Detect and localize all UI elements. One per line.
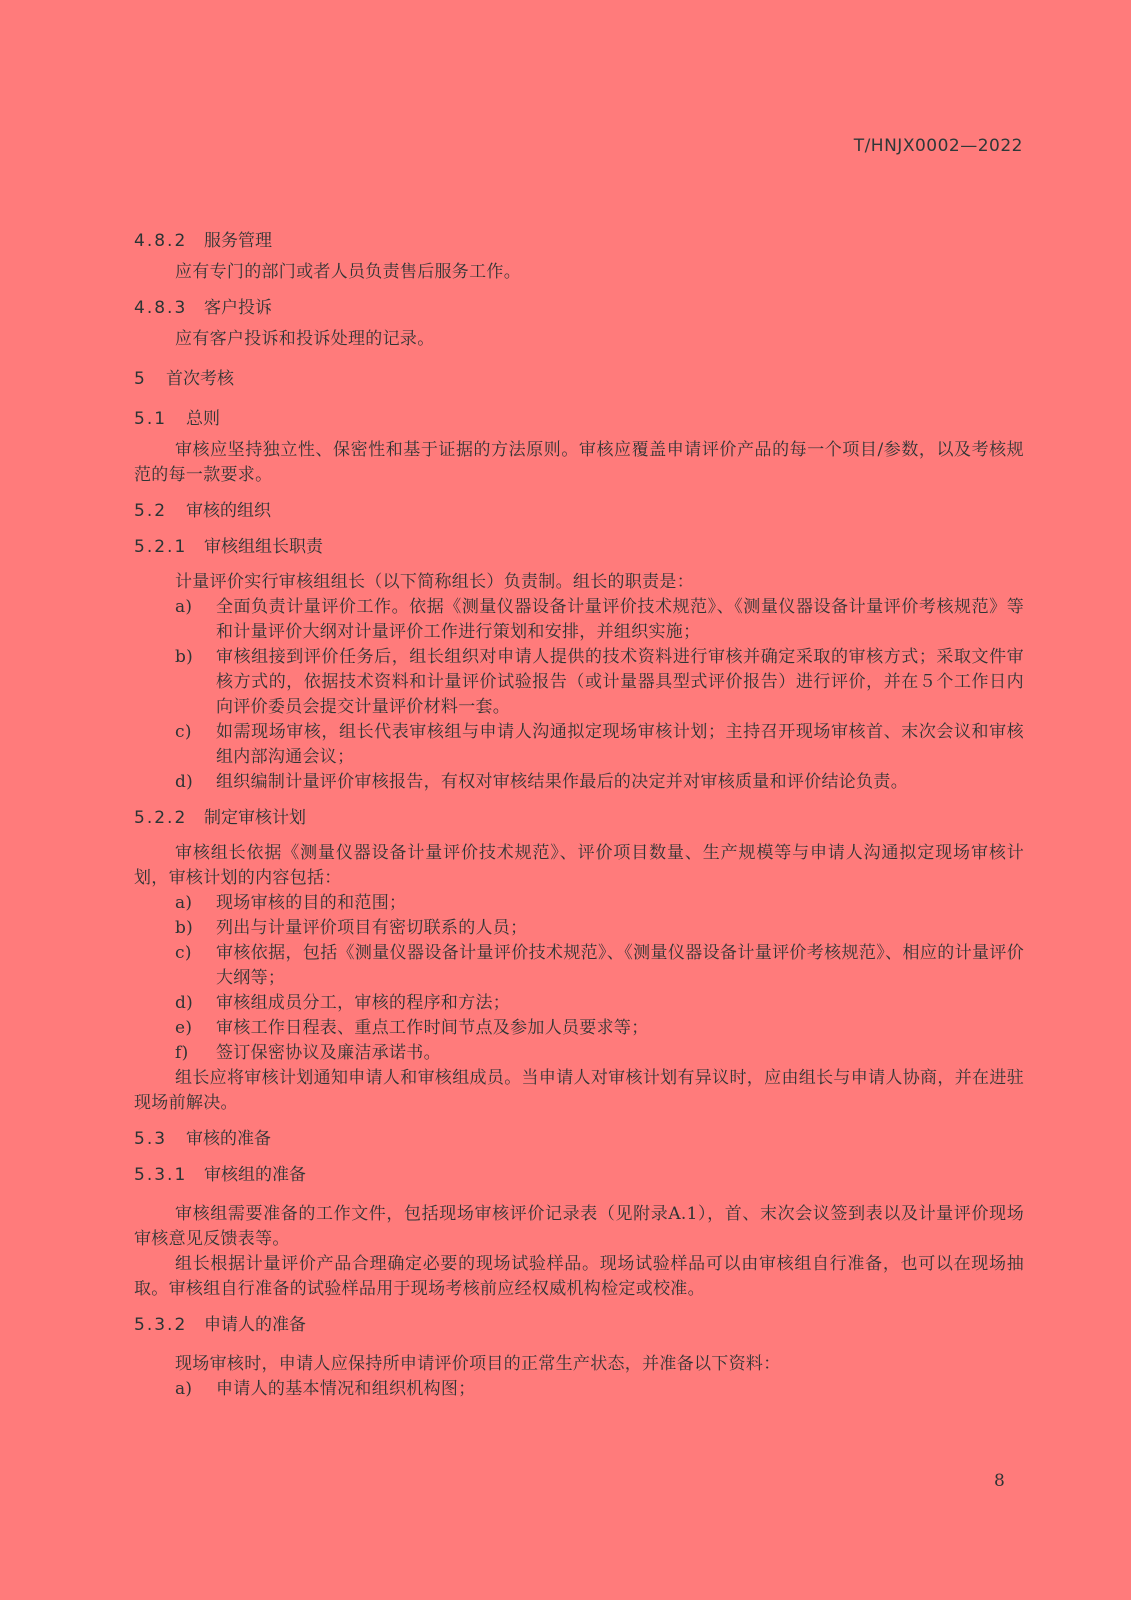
section-number: 5.2.2 (134, 808, 188, 828)
list-item (134, 720, 1024, 770)
heading-5-2-1 (134, 534, 1024, 560)
list-marker: d) (175, 993, 194, 1013)
section-title: 审核的组织 (186, 501, 271, 521)
list-marker: a) (175, 1379, 193, 1399)
section-title: 服务管理 (204, 231, 272, 251)
list-text: 审核工作日程表、重点工作时间节点及参加人员要求等； (216, 1018, 649, 1038)
heading-4-8-2 (134, 228, 1024, 254)
list-item (134, 595, 1024, 645)
list-marker: c) (175, 722, 192, 742)
heading-5 (134, 366, 1024, 392)
paragraph: 应有专门的部门或者人员负责售后服务工作。 (175, 262, 521, 282)
list-text: 审核依据，包括《测量仪器设备计量评价技术规范》、《测量仪器设备计量评价考核规范》、相应的计量评价大纲等； (216, 943, 1024, 988)
list-marker: a) (175, 597, 193, 617)
heading-5-2-2 (134, 805, 1024, 831)
list-item (134, 770, 1024, 795)
heading-5-3-2 (134, 1312, 1024, 1338)
list-item (134, 941, 1024, 991)
document-body (134, 228, 1024, 1402)
section-number: 5.3 (134, 1129, 168, 1149)
list-item (134, 1016, 1024, 1041)
list-marker: b) (175, 918, 194, 938)
section-number: 5.3.2 (134, 1315, 188, 1335)
section-title: 总则 (186, 409, 220, 429)
paragraph: 组长根据计量评价产品合理确定必要的现场试验样品。现场试验样品可以由审核组自行准备，也可以在现场抽取。审核组自行准备的试验样品用于现场考核前应经权威机构检定或校准。 (134, 1254, 1024, 1299)
heading-5-3 (134, 1126, 1024, 1152)
section-title: 客户投诉 (204, 298, 272, 318)
paragraph: 审核组需要准备的工作文件，包括现场审核评价记录表（见附录A.1），首、末次会议签到表以及计量评价现场审核意见反馈表等。 (134, 1204, 1024, 1249)
list-marker: c) (175, 943, 192, 963)
section-title: 审核组组长职责 (204, 537, 323, 557)
paragraph: 审核应坚持独立性、保密性和基于证据的方法原则。审核应覆盖申请评价产品的每一个项目/参数，以及考核规范的每一款要求。 (134, 440, 1024, 485)
section-number: 4.8.3 (134, 298, 188, 318)
heading-4-8-3 (134, 295, 1024, 321)
section-title: 审核组的准备 (204, 1165, 306, 1185)
list-text: 现场审核的目的和范围； (216, 893, 407, 913)
page-number: 8 (994, 1471, 1005, 1491)
section-number: 5.3.1 (134, 1165, 188, 1185)
paragraph: 应有客户投诉和投诉处理的记录。 (175, 329, 435, 349)
heading-5-3-1 (134, 1162, 1024, 1188)
list-text: 审核组接到评价任务后，组长组织对申请人提供的技术资料进行审核并确定采取的审核方式；采取文件审核方式的，依据技术资料和计量评价试验报告（或计量器具型式评价报告）进行评价，并在５个工作日内向评价委员会提交计量评价材料一套。 (216, 647, 1024, 717)
paragraph: 审核组长依据《测量仪器设备计量评价技术规范》、评价项目数量、生产规模等与申请人沟通拟定现场审核计划，审核计划的内容包括： (134, 843, 1024, 888)
list-marker: f) (175, 1043, 189, 1063)
document-code: T/HNJX0002—2022 (853, 136, 1023, 156)
section-number: 4.8.2 (134, 231, 188, 251)
section-number: 5.2.1 (134, 537, 188, 557)
list-item (134, 916, 1024, 941)
paragraph: 现场审核时，申请人应保持所申请评价项目的正常生产状态，并准备以下资料： (175, 1354, 781, 1374)
paragraph: 计量评价实行审核组组长（以下简称组长）负责制。组长的职责是： (175, 572, 694, 592)
list-text: 审核组成员分工，审核的程序和方法； (216, 993, 511, 1013)
list-text: 全面负责计量评价工作。依据《测量仪器设备计量评价技术规范》、《测量仪器设备计量评价考核规范》等和计量评价大纲对计量评价工作进行策划和安排，并组织实施； (216, 597, 1024, 642)
heading-5-1 (134, 406, 1024, 432)
section-title: 首次考核 (166, 369, 234, 389)
heading-5-2 (134, 498, 1024, 524)
list-item (134, 1377, 1024, 1402)
section-title: 制定审核计划 (204, 808, 306, 828)
list-marker: b) (175, 647, 194, 667)
list-text: 申请人的基本情况和组织机构图； (216, 1379, 476, 1399)
list-item (134, 891, 1024, 916)
list-marker: d) (175, 772, 194, 792)
section-number: 5 (134, 369, 147, 389)
section-number: 5.1 (134, 409, 168, 429)
list-item (134, 991, 1024, 1016)
list-text: 组织编制计量评价审核报告，有权对审核结果作最后的决定并对审核质量和评价结论负责。 (216, 772, 908, 792)
list-marker: e) (175, 1018, 193, 1038)
list-item (134, 645, 1024, 720)
list-text: 列出与计量评价项目有密切联系的人员； (216, 918, 528, 938)
paragraph: 组长应将审核计划通知申请人和审核组成员。当申请人对审核计划有异议时，应由组长与申请人协商，并在进驻现场前解决。 (134, 1068, 1024, 1113)
list-text: 如需现场审核，组长代表审核组与申请人沟通拟定现场审核计划；主持召开现场审核首、末次会议和审核组内部沟通会议； (216, 722, 1024, 767)
section-title: 申请人的准备 (204, 1315, 306, 1335)
list-marker: a) (175, 893, 193, 913)
list-text: 签订保密协议及廉洁承诺书。 (216, 1043, 441, 1063)
section-title: 审核的准备 (186, 1129, 271, 1149)
section-number: 5.2 (134, 501, 168, 521)
list-item (134, 1041, 1024, 1066)
